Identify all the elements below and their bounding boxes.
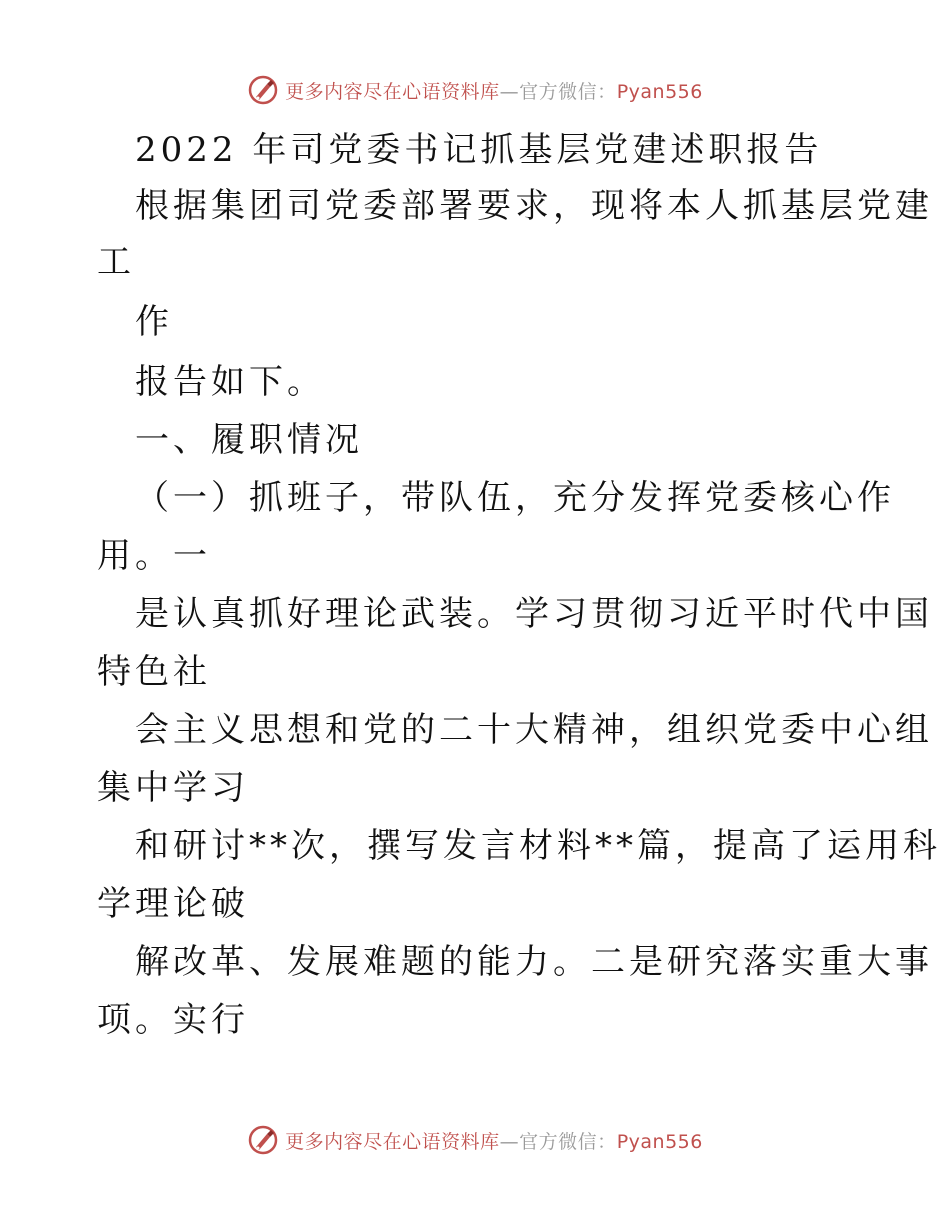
paragraph-line: 会主义思想和党的二十大精神，组织党委中心组 (135, 710, 933, 750)
header-site-name: 更多内容尽在心语资料库 (285, 80, 500, 103)
paragraph-line: 解改革、发展难题的能力。二是研究落实重大事 (135, 942, 933, 982)
footer-wechat-id: Pyan556 (616, 1130, 703, 1153)
header-separator: —官方微信： (499, 80, 617, 103)
pen-circle-logo-icon (247, 1124, 279, 1156)
paragraph-line: 根据集团司党委部署要求，现将本人抓基层党建 (135, 186, 933, 226)
header-banner (0, 70, 950, 110)
paragraph-line: 特色社 (97, 652, 211, 692)
paragraph-line: 集中学习 (97, 768, 249, 808)
paragraph-line: 报告如下。 (135, 362, 325, 402)
paragraph-line: （一）抓班子，带队伍，充分发挥党委核心作 (135, 478, 895, 518)
header-banner-text (285, 77, 703, 104)
footer-separator: —官方微信： (499, 1130, 617, 1153)
header-wechat-id: Pyan556 (616, 80, 703, 103)
paragraph-line: 和研讨**次，撰写发言材料**篇，提高了运用科 (135, 826, 941, 866)
paragraph-line: 作 (135, 302, 173, 342)
paragraph-line: 工 (97, 242, 135, 282)
paragraph-line: 学理论破 (97, 884, 249, 924)
footer-site-name: 更多内容尽在心语资料库 (285, 1130, 500, 1153)
paragraph-line: 用。一 (97, 536, 211, 576)
document-title: 2022 年司党委书记抓基层党建述职报告 (135, 130, 823, 170)
section-heading: 一、履职情况 (135, 420, 363, 460)
pen-circle-logo-icon (247, 74, 279, 106)
paragraph-line: 项。实行 (97, 1000, 249, 1040)
footer-banner-text (285, 1127, 703, 1154)
footer-banner (0, 1120, 950, 1160)
paragraph-line: 是认真抓好理论武装。学习贯彻习近平时代中国 (135, 594, 933, 634)
